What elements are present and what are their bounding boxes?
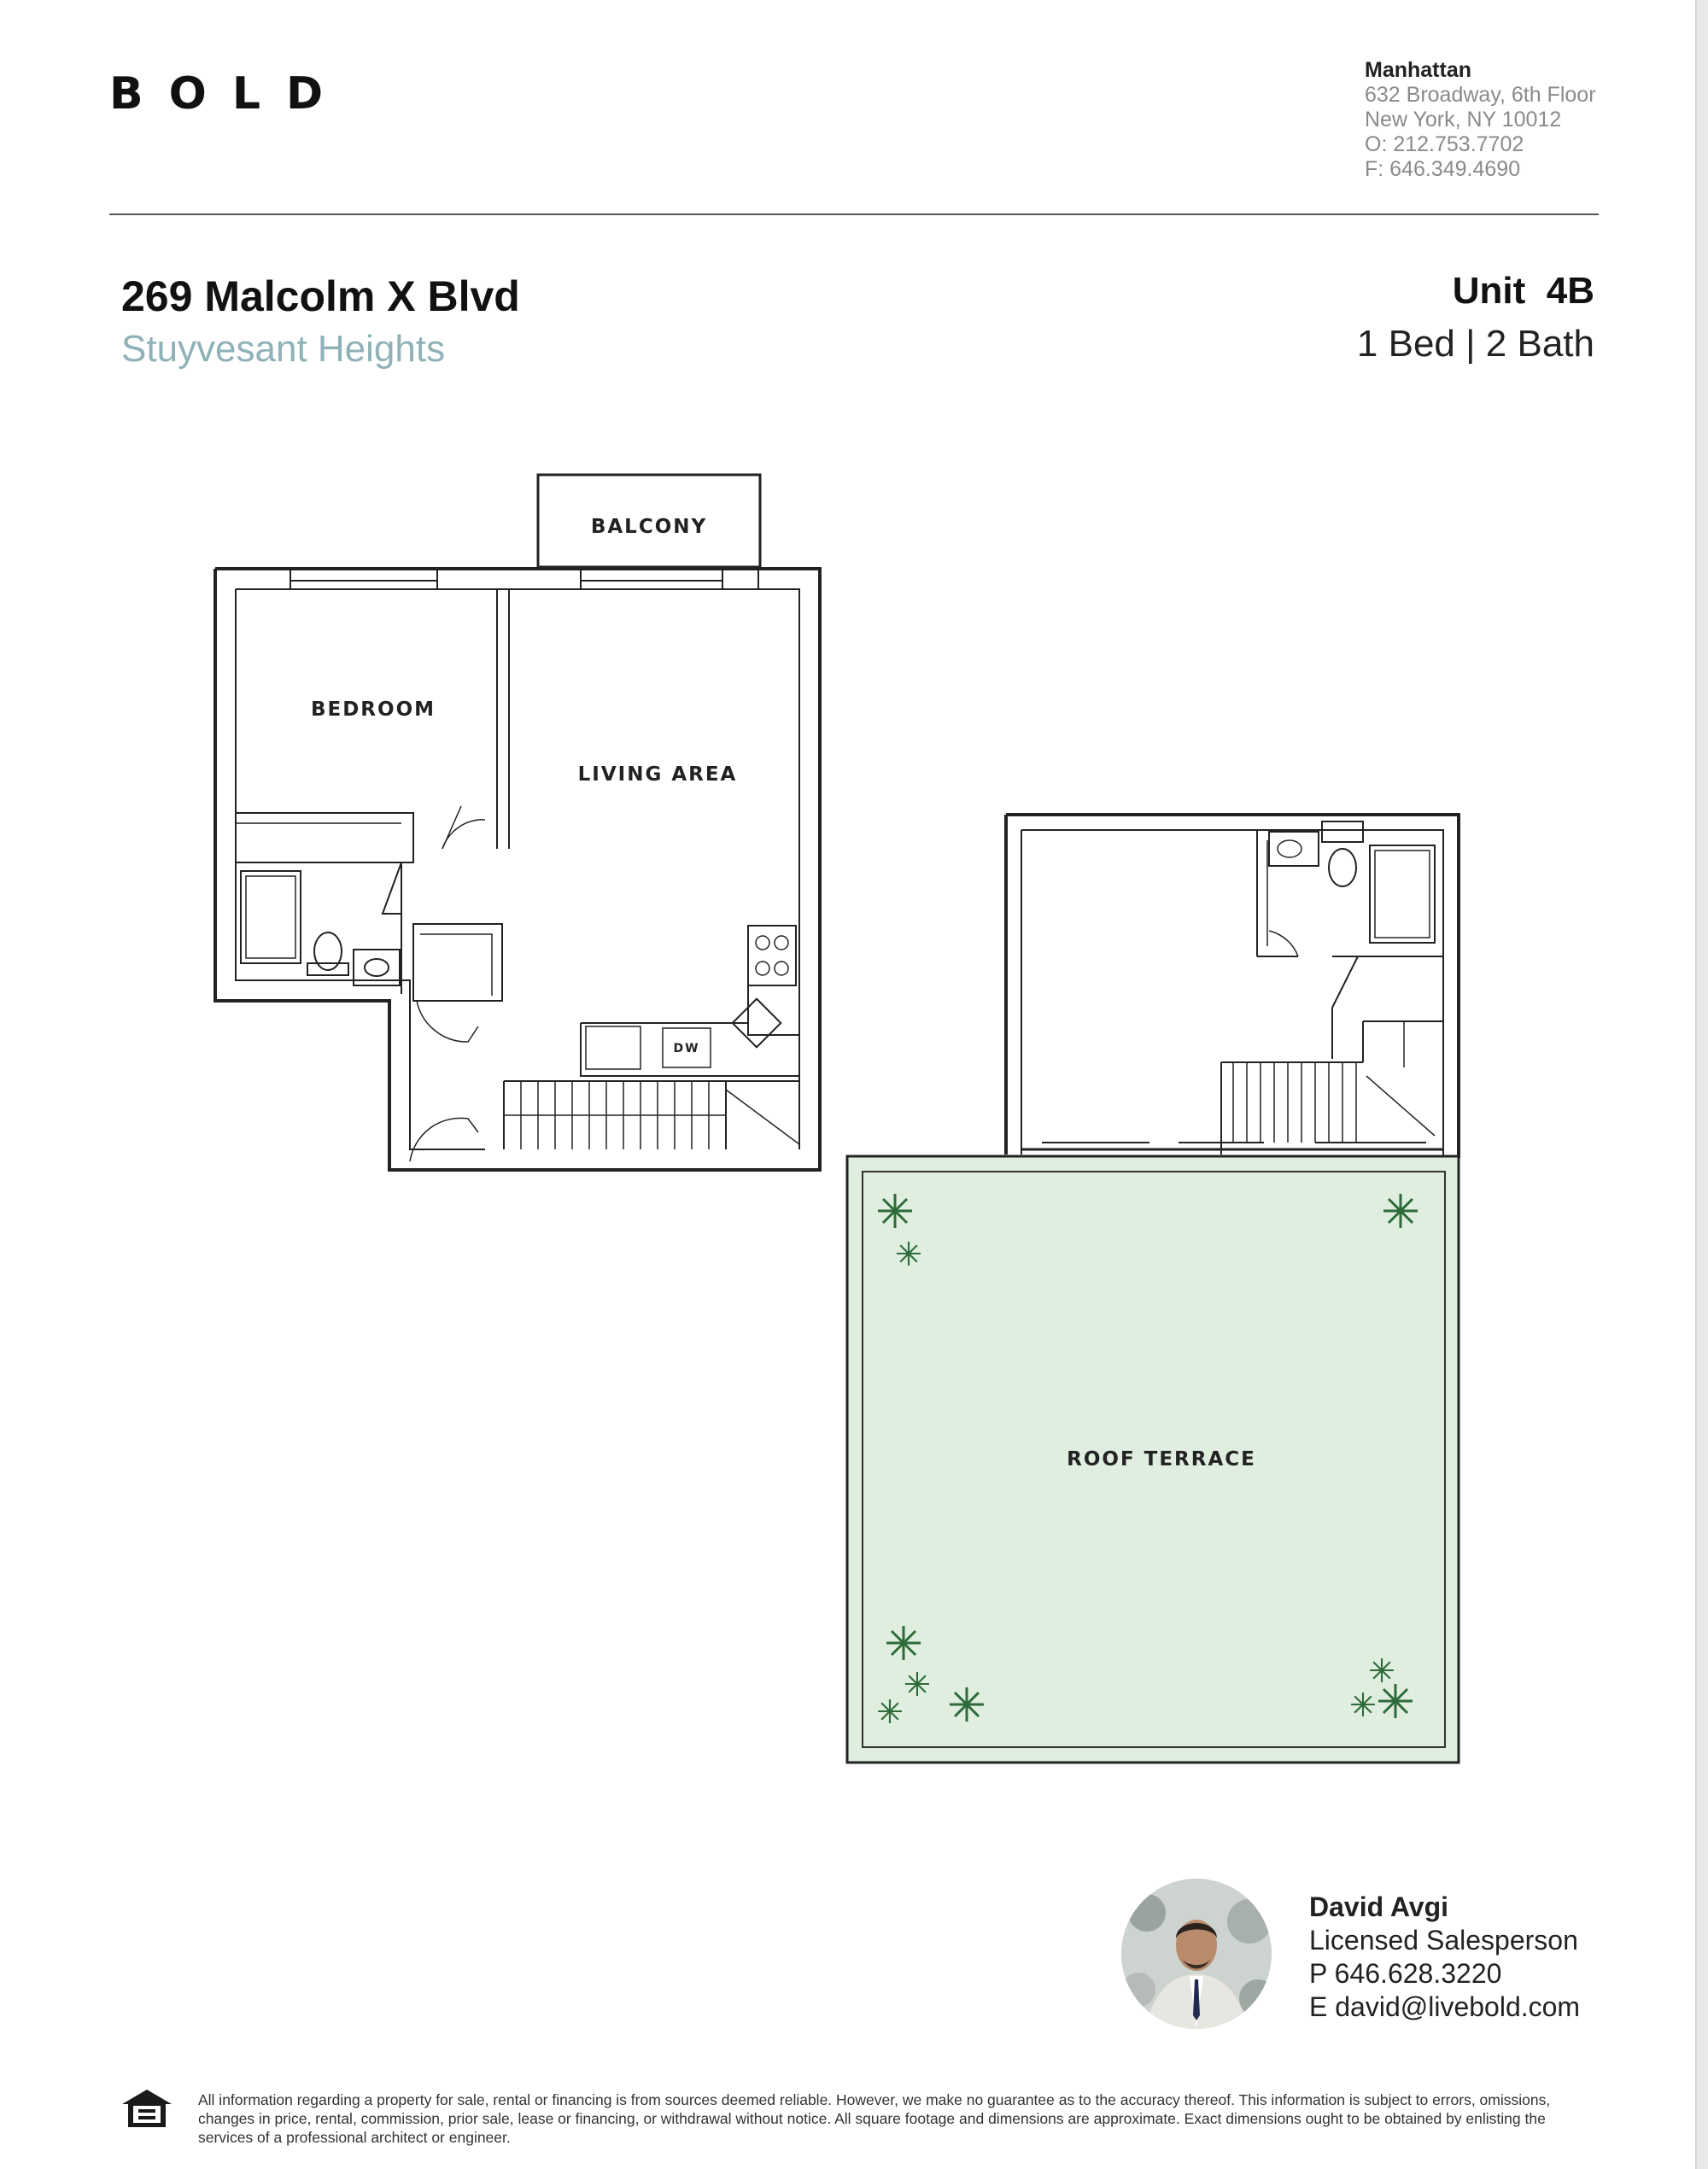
agent-name: David Avgi [1309,1891,1448,1922]
office-name: Manhattan [1365,58,1471,82]
listing-neighborhood: Stuyvesant Heights [121,328,446,370]
room-label-living-area: LIVING AREA [577,763,738,786]
legal-disclaimer: All information regarding a property for sale, rental or financing is from sources deemed reliable. However, we make no guarantee as to the accuracy thereof. This information is subject to errors, omissions, changes in price, rental, commission, prior sale, lease or financing, or withdrawal without notice. All square footage and dimensions are approximate. Exact dimensions ought to be obtained by enlisting the services of a professional architect or engineer. [198,2091,1551,2146]
agent-title: Licensed Salesperson [1309,1925,1578,1956]
office-address-line2: New York, NY 10012 [1365,108,1562,132]
listing-beds-baths: 1 Bed | 2 Bath [1356,323,1594,365]
room-label-roof-terrace: ROOF TERRACE [1067,1448,1256,1470]
equal-housing-icon [120,2087,174,2134]
room-label-dishwasher: DW [673,1042,700,1055]
bold-logo: BOLD [109,68,349,120]
listing-unit: Unit 4B [1452,270,1594,312]
listing-address: 269 Malcolm X Blvd [121,272,520,320]
room-label-bedroom: BEDROOM [310,699,436,721]
agent-photo [1121,1879,1272,2029]
agent-contact [1309,1891,1580,2024]
room-label-balcony: BALCONY [590,516,708,538]
office-fax: F: 646.349.4690 [1365,157,1521,181]
office-phone: O: 212.753.7702 [1365,132,1524,156]
agent-email[interactable]: E david@livebold.com [1309,1991,1581,2022]
office-address-line1: 632 Broadway, 6th Floor [1365,83,1596,107]
agent-phone[interactable]: P 646.628.3220 [1309,1958,1502,1989]
